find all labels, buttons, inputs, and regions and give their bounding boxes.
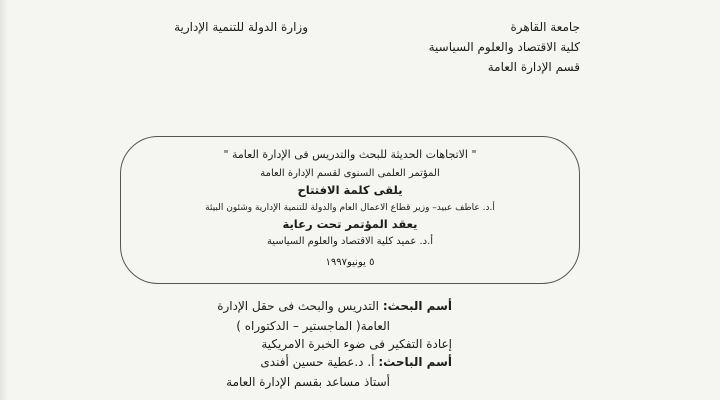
conference-subtitle: المؤتمر العلمى السنوى لقسم الإدارة العامة xyxy=(260,168,440,179)
researcher-title: أستاذ مساعد بقسم الإدارة العامة xyxy=(226,375,390,389)
university-name: جامعة القاهرة xyxy=(510,20,580,34)
scan-shadow-edge xyxy=(0,0,8,400)
research-name-label: أسم البحث: xyxy=(382,299,452,313)
research-name-value-2: العامة( الماجستير – الدكتوراه ) xyxy=(236,319,390,333)
conference-date: ٥ يونيو١٩٩٧ xyxy=(325,257,375,268)
researcher-label: أسم الباحث: xyxy=(378,355,452,369)
researcher-line xyxy=(260,352,452,372)
research-name-value-3: إعادة التفكير فى ضوء الخبرة الامريكية xyxy=(261,337,452,351)
faculty-name: كلية الاقتصاد والعلوم السياسية xyxy=(428,40,580,54)
dean-line: أ.د. عميد كلية الاقتصاد والعلوم السياسية xyxy=(266,236,434,247)
conference-title: " الاتجاهات الحديثة للبحث والتدريس فى الإدارة العامة " xyxy=(223,148,477,161)
ministry-name: وزارة الدولة للتنمية الإدارية xyxy=(174,20,308,34)
department-name: قسم الإدارة العامة xyxy=(487,60,580,74)
minister-line: أ.د. عاطف عبيد– وزير قطاع الاعمال العام والدولة للتنمية الإدارية وشئون البيئة xyxy=(205,203,495,213)
researcher-value: أ. د.عطية حسين أفندى xyxy=(260,355,375,369)
research-name-line xyxy=(217,296,452,316)
opening-label: يلقى كلمة الافتتاح xyxy=(297,183,403,197)
research-name-value-1: التدريس والبحث فى حقل الإدارة xyxy=(217,299,379,313)
patronage-label: يعقد المؤتمر تحت رعاية xyxy=(282,217,418,231)
